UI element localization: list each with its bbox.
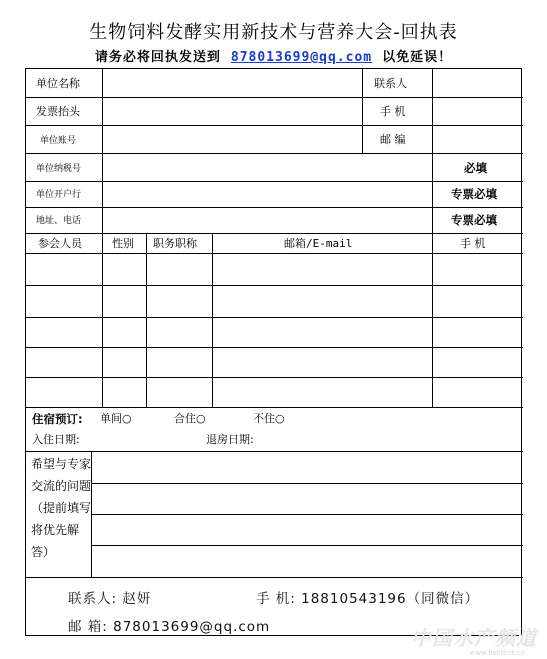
label-invoice-title: 发票抬头 [36,105,80,118]
registration-form [25,68,522,636]
label-unit-name: 单位名称 [36,77,80,90]
bank-field[interactable] [103,182,432,207]
subtitle-suffix: 以免延误！ [382,50,453,65]
header-title: 职务职称 [153,237,197,250]
required-note: 必填 [464,161,487,175]
form-title: 生物饲料发酵实用新技术与营养大会-回执表 [89,22,458,43]
form-subtitle [0,46,547,65]
option-no-room[interactable]: 不住○ [253,412,285,425]
questions-field[interactable] [92,452,523,577]
accommodation-label: 住宿预订: [32,412,83,426]
attendee-row[interactable] [26,378,523,407]
attendee-row[interactable] [26,348,523,377]
header-email: 邮箱/E-mail [284,237,353,250]
attendee-row[interactable] [26,318,523,347]
postcode-field[interactable] [433,126,523,153]
row-divider [26,577,523,578]
contact-field[interactable] [433,69,523,97]
account-field[interactable] [103,126,362,153]
row-divider [26,407,523,408]
unit-name-field[interactable] [103,69,362,97]
footer-email: 邮 箱: 878013699@qq.com [68,619,271,635]
option-single-room[interactable]: 单间○ [100,412,132,425]
subtitle-email-link[interactable]: 878013699@qq.com [230,50,373,65]
phone-field[interactable] [433,98,523,125]
tax-id-field[interactable] [103,154,432,181]
attendee-row[interactable] [26,254,523,285]
checkout-date-label: 退房日期: [206,433,254,446]
label-contact: 联系人 [374,77,407,90]
invoice-required-note: 专票必填 [451,187,497,201]
option-shared-room[interactable]: 合住○ [174,412,206,425]
col-divider [362,69,363,153]
header-gender: 性别 [112,237,134,250]
subtitle-prefix: 请务必将回执发送到 [94,50,221,65]
watermark-logo: 中国水产频道 [411,626,537,650]
invoice-title-field[interactable] [103,98,362,125]
header-attendee: 参会人员 [38,237,82,250]
questions-label: 希望与专家交流的问题（提前填写将优先解答） [31,457,92,559]
row-divider [26,233,523,234]
invoice-required-note-2: 专票必填 [451,213,497,227]
label-phone: 手 机 [380,105,406,118]
label-bank: 单位开户行 [36,190,82,200]
checkin-date-label: 入住日期: [32,433,80,446]
label-address: 地址、电话 [36,216,82,226]
label-postcode: 邮 编 [380,133,406,146]
label-account: 单位账号 [40,136,77,146]
watermark-url: www.fishfirst.cn [469,649,525,657]
label-tax-id: 单位纳税号 [36,164,82,174]
footer-phone: 手 机: 18810543196（同微信） [256,591,480,607]
footer-contact: 联系人: 赵妍 [68,591,152,607]
header-phone: 手 机 [460,237,486,250]
address-field[interactable] [103,208,432,233]
attendee-row[interactable] [26,286,523,317]
